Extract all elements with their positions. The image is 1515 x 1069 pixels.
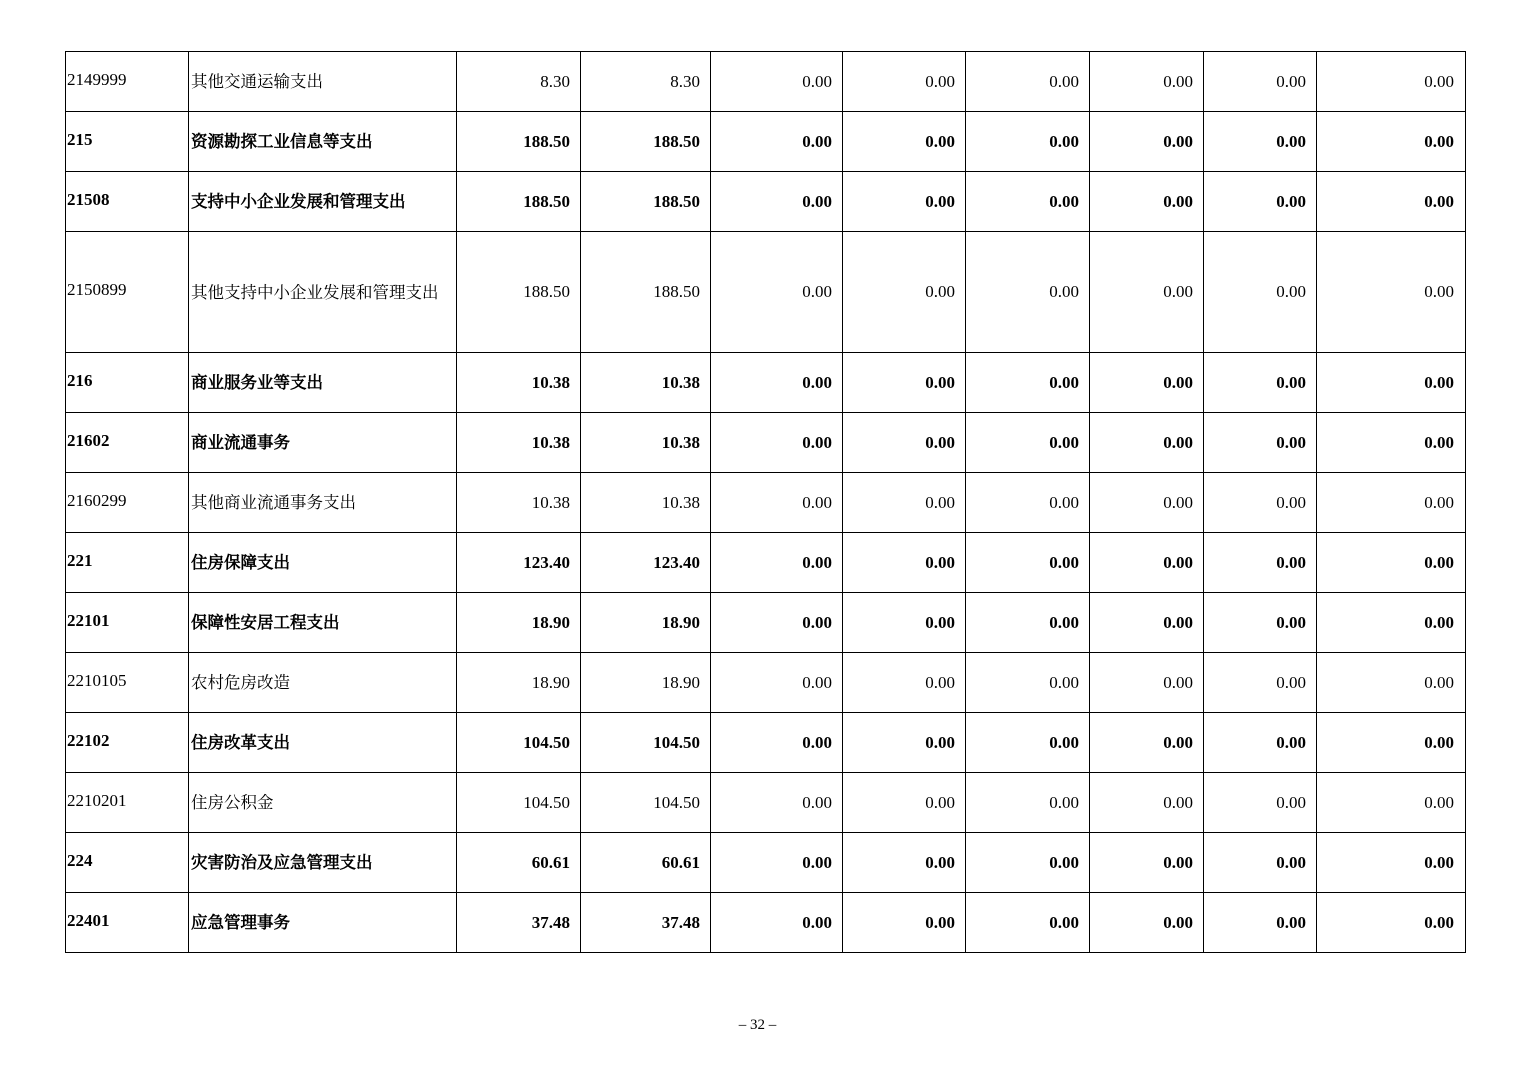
subject-code-cell xyxy=(66,833,189,893)
amount-cell: 10.38 xyxy=(457,413,581,473)
amount-cell: 0.00 xyxy=(966,112,1090,172)
amount-cell: 0.00 xyxy=(1090,713,1204,773)
amount-cell: 0.00 xyxy=(711,413,843,473)
subject-code-cell xyxy=(66,653,189,713)
amount-cell: 0.00 xyxy=(1317,893,1466,953)
amount-cell: 0.00 xyxy=(711,232,843,353)
amount-cell: 0.00 xyxy=(843,833,966,893)
amount-cell: 0.00 xyxy=(843,232,966,353)
amount-cell: 0.00 xyxy=(711,833,843,893)
subject-code: 216 xyxy=(67,370,93,390)
amount-cell: 0.00 xyxy=(966,593,1090,653)
amount-cell: 0.00 xyxy=(1090,473,1204,533)
amount-cell: 0.00 xyxy=(1317,593,1466,653)
amount-cell: 0.00 xyxy=(1090,893,1204,953)
amount-cell: 0.00 xyxy=(1317,713,1466,773)
amount-cell: 0.00 xyxy=(1317,52,1466,112)
amount-cell: 0.00 xyxy=(843,172,966,232)
amount-cell: 0.00 xyxy=(711,893,843,953)
amount-cell: 0.00 xyxy=(1204,232,1317,353)
subject-name: 商业服务业等支出 xyxy=(189,353,457,413)
subject-code-cell xyxy=(66,52,189,112)
table-row xyxy=(66,232,1466,353)
table-row xyxy=(66,112,1466,172)
amount-cell: 10.38 xyxy=(581,353,711,413)
amount-cell: 0.00 xyxy=(966,773,1090,833)
table-row xyxy=(66,353,1466,413)
subject-code-cell xyxy=(66,533,189,593)
amount-cell: 0.00 xyxy=(1090,172,1204,232)
amount-cell: 104.50 xyxy=(457,773,581,833)
amount-cell: 0.00 xyxy=(966,413,1090,473)
amount-cell: 0.00 xyxy=(966,893,1090,953)
subject-name: 支持中小企业发展和管理支出 xyxy=(189,172,457,232)
table-row xyxy=(66,473,1466,533)
subject-name: 住房改革支出 xyxy=(189,713,457,773)
subject-code: 21508 xyxy=(67,189,110,209)
amount-cell: 0.00 xyxy=(843,52,966,112)
subject-code-cell xyxy=(66,112,189,172)
amount-cell: 0.00 xyxy=(966,232,1090,353)
amount-cell: 0.00 xyxy=(966,833,1090,893)
subject-name: 其他交通运输支出 xyxy=(189,52,457,112)
amount-cell: 188.50 xyxy=(581,112,711,172)
amount-cell: 0.00 xyxy=(966,353,1090,413)
amount-cell: 0.00 xyxy=(1090,773,1204,833)
amount-cell: 0.00 xyxy=(1090,653,1204,713)
amount-cell: 0.00 xyxy=(843,893,966,953)
amount-cell: 104.50 xyxy=(581,713,711,773)
amount-cell: 0.00 xyxy=(711,353,843,413)
amount-cell: 188.50 xyxy=(581,172,711,232)
amount-cell: 18.90 xyxy=(581,593,711,653)
amount-cell: 0.00 xyxy=(843,713,966,773)
amount-cell: 0.00 xyxy=(1204,833,1317,893)
table-row xyxy=(66,833,1466,893)
subject-name: 灾害防治及应急管理支出 xyxy=(189,833,457,893)
amount-cell: 0.00 xyxy=(1090,593,1204,653)
subject-name: 商业流通事务 xyxy=(189,413,457,473)
amount-cell: 0.00 xyxy=(1317,413,1466,473)
subject-name: 农村危房改造 xyxy=(189,653,457,713)
amount-cell: 0.00 xyxy=(1317,653,1466,713)
amount-cell: 0.00 xyxy=(966,473,1090,533)
amount-cell: 10.38 xyxy=(581,413,711,473)
subject-code: 221 xyxy=(67,550,93,570)
table-row xyxy=(66,593,1466,653)
amount-cell: 37.48 xyxy=(581,893,711,953)
amount-cell: 123.40 xyxy=(581,533,711,593)
amount-cell: 0.00 xyxy=(1204,593,1317,653)
amount-cell: 0.00 xyxy=(1090,533,1204,593)
page-number: – 32 – xyxy=(738,1017,777,1033)
amount-cell: 0.00 xyxy=(843,112,966,172)
amount-cell: 60.61 xyxy=(457,833,581,893)
subject-name: 其他商业流通事务支出 xyxy=(189,473,457,533)
amount-cell: 0.00 xyxy=(1204,893,1317,953)
amount-cell: 0.00 xyxy=(1090,353,1204,413)
subject-code-cell xyxy=(66,353,189,413)
amount-cell: 0.00 xyxy=(843,593,966,653)
amount-cell: 0.00 xyxy=(1204,413,1317,473)
amount-cell: 0.00 xyxy=(1090,413,1204,473)
table-row xyxy=(66,533,1466,593)
amount-cell: 0.00 xyxy=(1317,533,1466,593)
amount-cell: 0.00 xyxy=(1090,52,1204,112)
amount-cell: 0.00 xyxy=(1317,353,1466,413)
amount-cell: 188.50 xyxy=(457,172,581,232)
budget-table xyxy=(65,51,1466,953)
amount-cell: 0.00 xyxy=(1204,353,1317,413)
amount-cell: 0.00 xyxy=(1204,533,1317,593)
subject-code-cell xyxy=(66,172,189,232)
subject-name: 资源勘探工业信息等支出 xyxy=(189,112,457,172)
amount-cell: 18.90 xyxy=(581,653,711,713)
amount-cell: 18.90 xyxy=(457,593,581,653)
amount-cell: 0.00 xyxy=(711,713,843,773)
table-row xyxy=(66,773,1466,833)
amount-cell: 0.00 xyxy=(843,653,966,713)
amount-cell: 0.00 xyxy=(843,353,966,413)
amount-cell: 0.00 xyxy=(711,473,843,533)
amount-cell: 0.00 xyxy=(843,413,966,473)
subject-code: 21602 xyxy=(67,430,110,450)
amount-cell: 104.50 xyxy=(457,713,581,773)
table-row xyxy=(66,413,1466,473)
amount-cell: 10.38 xyxy=(457,353,581,413)
amount-cell: 188.50 xyxy=(457,232,581,353)
table-row xyxy=(66,713,1466,773)
amount-cell: 0.00 xyxy=(1204,773,1317,833)
amount-cell: 60.61 xyxy=(581,833,711,893)
table-row xyxy=(66,172,1466,232)
subject-name: 应急管理事务 xyxy=(189,893,457,953)
subject-code: 2210201 xyxy=(67,790,127,810)
amount-cell: 0.00 xyxy=(1090,232,1204,353)
subject-code-cell xyxy=(66,773,189,833)
amount-cell: 8.30 xyxy=(581,52,711,112)
amount-cell: 0.00 xyxy=(1204,713,1317,773)
amount-cell: 0.00 xyxy=(1204,473,1317,533)
amount-cell: 0.00 xyxy=(966,653,1090,713)
table-row xyxy=(66,893,1466,953)
subject-name: 住房公积金 xyxy=(189,773,457,833)
amount-cell: 0.00 xyxy=(1204,112,1317,172)
subject-code: 22401 xyxy=(67,910,110,930)
amount-cell: 10.38 xyxy=(581,473,711,533)
subject-code-cell xyxy=(66,593,189,653)
amount-cell: 104.50 xyxy=(581,773,711,833)
subject-code-cell xyxy=(66,713,189,773)
subject-code-cell xyxy=(66,893,189,953)
subject-code-cell xyxy=(66,232,189,353)
amount-cell: 0.00 xyxy=(1317,473,1466,533)
amount-cell: 0.00 xyxy=(843,473,966,533)
amount-cell: 0.00 xyxy=(1090,833,1204,893)
amount-cell: 0.00 xyxy=(843,533,966,593)
amount-cell: 0.00 xyxy=(711,172,843,232)
amount-cell: 0.00 xyxy=(1204,52,1317,112)
amount-cell: 0.00 xyxy=(966,533,1090,593)
table-row xyxy=(66,52,1466,112)
amount-cell: 0.00 xyxy=(711,533,843,593)
subject-code: 2210105 xyxy=(67,670,127,690)
amount-cell: 0.00 xyxy=(1317,112,1466,172)
amount-cell: 0.00 xyxy=(1317,172,1466,232)
amount-cell: 0.00 xyxy=(966,172,1090,232)
amount-cell: 123.40 xyxy=(457,533,581,593)
amount-cell: 8.30 xyxy=(457,52,581,112)
subject-code-cell xyxy=(66,413,189,473)
amount-cell: 0.00 xyxy=(711,653,843,713)
subject-name: 其他支持中小企业发展和管理支出 xyxy=(189,232,457,353)
table-row xyxy=(66,653,1466,713)
amount-cell: 0.00 xyxy=(1317,833,1466,893)
subject-name: 保障性安居工程支出 xyxy=(189,593,457,653)
table-body xyxy=(66,52,1466,953)
subject-code: 215 xyxy=(67,129,93,149)
amount-cell: 0.00 xyxy=(1317,232,1466,353)
amount-cell: 0.00 xyxy=(711,52,843,112)
amount-cell: 37.48 xyxy=(457,893,581,953)
amount-cell: 0.00 xyxy=(966,713,1090,773)
subject-name: 住房保障支出 xyxy=(189,533,457,593)
amount-cell: 0.00 xyxy=(1204,653,1317,713)
subject-code-cell xyxy=(66,473,189,533)
amount-cell: 0.00 xyxy=(711,112,843,172)
amount-cell: 0.00 xyxy=(711,773,843,833)
amount-cell: 188.50 xyxy=(457,112,581,172)
amount-cell: 0.00 xyxy=(1090,112,1204,172)
amount-cell: 0.00 xyxy=(843,773,966,833)
amount-cell: 0.00 xyxy=(1317,773,1466,833)
amount-cell: 188.50 xyxy=(581,232,711,353)
subject-code: 2149999 xyxy=(67,69,127,89)
subject-code: 2160299 xyxy=(67,490,127,510)
amount-cell: 18.90 xyxy=(457,653,581,713)
amount-cell: 0.00 xyxy=(1204,172,1317,232)
subject-code: 2150899 xyxy=(67,280,127,299)
amount-cell: 0.00 xyxy=(711,593,843,653)
amount-cell: 10.38 xyxy=(457,473,581,533)
subject-code: 22101 xyxy=(67,610,110,630)
subject-code: 224 xyxy=(67,850,93,870)
subject-code: 22102 xyxy=(67,730,110,750)
amount-cell: 0.00 xyxy=(966,52,1090,112)
